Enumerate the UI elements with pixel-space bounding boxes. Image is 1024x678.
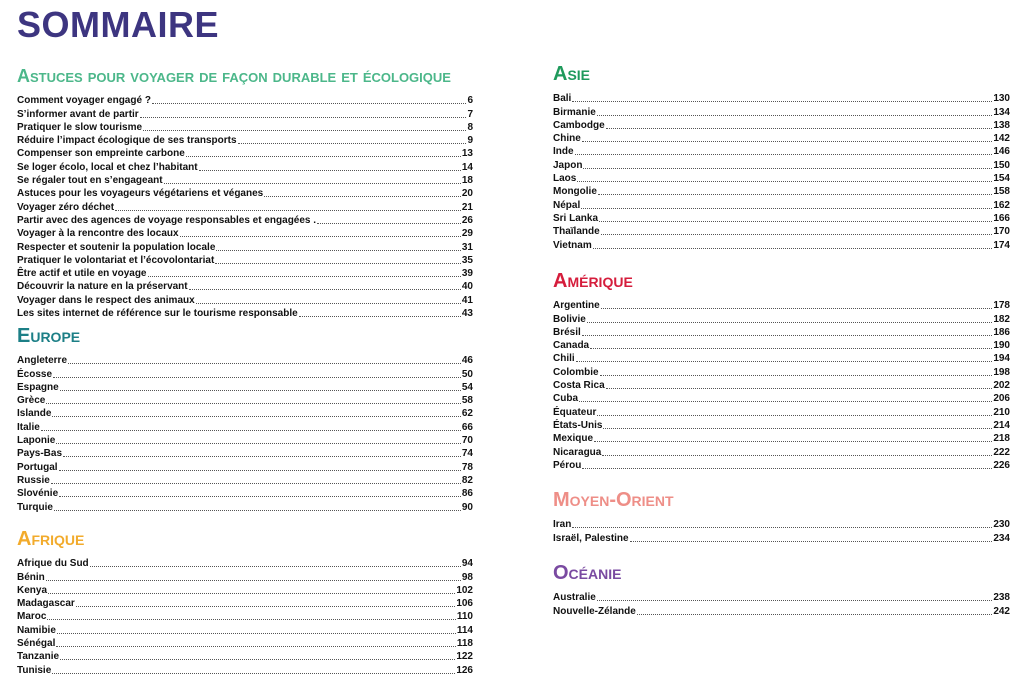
toc-entry-page: 39 [461, 268, 473, 280]
toc-entry[interactable] [17, 433, 473, 446]
toc-entry-page: 29 [461, 228, 473, 240]
toc-entry-page: 198 [993, 366, 1010, 378]
toc-entry[interactable] [553, 298, 1010, 311]
toc-entry[interactable] [553, 171, 1010, 184]
toc-entry-page: 114 [456, 624, 473, 636]
toc-entry[interactable] [553, 144, 1010, 157]
toc-entry-label: Népal [553, 199, 581, 211]
toc-entry-page: 138 [993, 119, 1010, 131]
toc-entry[interactable] [553, 458, 1010, 471]
toc-entry-label: Birmanie [553, 106, 596, 118]
dot-leader [599, 221, 992, 222]
toc-entry[interactable] [17, 419, 473, 432]
toc-entry-page: 46 [461, 355, 473, 367]
dot-leader [57, 633, 456, 634]
toc-entry-label: Équateur [553, 406, 597, 418]
toc-entry-page: 150 [993, 159, 1010, 171]
toc-entry-page: 94 [461, 558, 473, 570]
toc-entry[interactable] [17, 609, 473, 622]
toc-entry-label: Réduire l’impact écologique de ses transports [17, 135, 237, 147]
toc-entry[interactable] [17, 239, 473, 252]
toc-entry[interactable] [17, 120, 473, 133]
dot-leader [579, 401, 992, 402]
toc-entry-label: Pays-Bas [17, 448, 63, 460]
toc-entry-page: 54 [461, 381, 473, 393]
toc-entry-label: Respecter et soutenir la population locale [17, 241, 216, 253]
dot-leader [148, 276, 461, 277]
toc-entry-label: Voyager dans le respect des animaux [17, 294, 195, 306]
toc-entry[interactable] [17, 292, 473, 305]
toc-entry-label: Sri Lanka [553, 212, 599, 224]
toc-entry[interactable] [553, 184, 1010, 197]
toc-entry-label: Costa Rica [553, 380, 605, 392]
toc-entry[interactable] [17, 499, 473, 512]
toc-entry-page: 126 [456, 664, 473, 676]
toc-entry-page: 202 [993, 380, 1010, 392]
toc-entry-page: 8 [467, 121, 473, 133]
dot-leader [51, 483, 461, 484]
toc-entry-page: 218 [993, 433, 1010, 445]
dot-leader [238, 143, 467, 144]
toc-entry-page: 70 [461, 435, 473, 447]
toc-entry-label: Maroc [17, 611, 47, 623]
dot-leader [60, 659, 455, 660]
toc-entry-page: 82 [461, 474, 473, 486]
dot-leader [59, 470, 461, 471]
toc-entry-page: 122 [456, 651, 473, 663]
toc-entry[interactable] [17, 583, 473, 596]
toc-entry[interactable] [17, 622, 473, 635]
toc-entry-page: 62 [461, 408, 473, 420]
dot-leader [41, 430, 461, 431]
dot-leader [76, 606, 456, 607]
toc-entry-label: Bali [553, 93, 572, 105]
toc-entry[interactable] [17, 306, 473, 319]
toc-entry-label: Israël, Palestine [553, 532, 629, 544]
toc-entry-page: 110 [456, 611, 473, 623]
dot-leader [637, 614, 993, 615]
toc-entry-label: Partir avec des agences de voyage responsables et engagées . [17, 214, 317, 226]
toc-entry-page: 86 [461, 488, 473, 500]
toc-entry[interactable] [553, 378, 1010, 391]
toc-entry-label: Les sites internet de référence sur le tourisme responsable [17, 308, 298, 320]
toc-entry-label: Canada [553, 340, 590, 352]
dot-leader [575, 154, 993, 155]
toc-entry[interactable] [553, 364, 1010, 377]
toc-entry-label: Compenser son empreinte carbone [17, 148, 185, 160]
toc-entry-page: 66 [461, 421, 473, 433]
toc-entry[interactable] [553, 418, 1010, 431]
dot-leader [583, 168, 992, 169]
dot-leader [215, 263, 461, 264]
toc-entry[interactable] [553, 197, 1010, 210]
dot-leader [602, 455, 992, 456]
toc-entry[interactable] [17, 366, 473, 379]
dot-leader [317, 223, 461, 224]
dot-leader [582, 468, 992, 469]
toc-entry[interactable] [17, 173, 473, 186]
toc-entry-page: 214 [993, 419, 1010, 431]
toc-entry-page: 118 [456, 638, 473, 650]
toc-entry[interactable] [553, 351, 1010, 364]
dot-leader [90, 566, 461, 567]
dot-leader [186, 156, 461, 157]
toc-entry[interactable] [17, 159, 473, 172]
toc-entry-label: Se loger écolo, local et chez l’habitant [17, 161, 198, 173]
toc-entry-label: Cuba [553, 393, 578, 405]
toc-entry-page: 134 [993, 106, 1010, 118]
toc-entry-page: 26 [461, 214, 473, 226]
dot-leader [630, 541, 993, 542]
toc-entry-page: 90 [461, 501, 473, 513]
toc-entry-label: Sénégal [17, 638, 56, 650]
toc-entry-label: Thaïlande [553, 226, 600, 238]
dot-leader [587, 322, 993, 323]
dot-leader [598, 194, 992, 195]
toc-entry-label: Tanzanie [17, 651, 60, 663]
toc-entry[interactable] [553, 224, 1010, 237]
dot-leader [572, 527, 992, 528]
dot-leader [52, 416, 460, 417]
toc-entry-label: Islande [17, 408, 52, 420]
toc-entry[interactable] [553, 603, 1010, 616]
toc-entry-page: 166 [993, 212, 1010, 224]
toc-entry-label: Bolivie [553, 313, 586, 325]
toc-entry[interactable] [17, 393, 473, 406]
toc-entry[interactable] [17, 186, 473, 199]
dot-leader [572, 101, 992, 102]
toc-entry-label: États-Unis [553, 419, 603, 431]
dot-leader [46, 580, 461, 581]
toc-entry[interactable] [17, 226, 473, 239]
dot-leader [68, 363, 461, 364]
section-heading: Astuces pour voyager de façon durable et écologique [17, 66, 451, 86]
toc-entry[interactable] [17, 93, 473, 106]
toc-entry-page: 102 [456, 584, 473, 596]
toc-entry[interactable] [17, 556, 473, 569]
toc-entry-page: 31 [461, 241, 473, 253]
dot-leader [590, 348, 992, 349]
toc-entry-label: Chili [553, 353, 575, 365]
toc-entry-label: Pérou [553, 459, 582, 471]
dot-leader [597, 600, 993, 601]
toc-entry-page: 222 [993, 446, 1010, 458]
dot-leader [60, 390, 461, 391]
toc-entry[interactable] [553, 157, 1010, 170]
dot-leader [597, 415, 992, 416]
toc-entry[interactable] [17, 353, 473, 366]
section-asie [553, 62, 1010, 251]
toc-entry-page: 98 [461, 571, 473, 583]
toc-entry[interactable] [553, 530, 1010, 543]
toc-entry[interactable] [553, 517, 1010, 530]
dot-leader [140, 117, 467, 118]
dot-leader [593, 248, 993, 249]
dot-leader [46, 403, 461, 404]
toc-entry[interactable] [553, 237, 1010, 250]
toc-entry-label: Italie [17, 421, 40, 433]
toc-entry-page: 230 [993, 519, 1010, 531]
toc-entry-page: 41 [461, 294, 473, 306]
toc-entry[interactable] [17, 596, 473, 609]
toc-entry-label: Mexique [553, 433, 594, 445]
toc-entry-label: Écosse [17, 368, 53, 380]
dot-leader [603, 428, 992, 429]
section-heading: Océanie [553, 562, 622, 584]
dot-leader [164, 183, 461, 184]
toc-entry[interactable] [17, 146, 473, 159]
toc-entry-label: Inde [553, 146, 574, 158]
toc-entry-page: 158 [993, 186, 1010, 198]
toc-entry-label: Japon [553, 159, 583, 171]
section-heading: Asie [553, 63, 591, 85]
toc-entry[interactable] [553, 590, 1010, 603]
toc-entry-page: 238 [993, 592, 1010, 604]
toc-entry-label: Australie [553, 592, 596, 604]
toc-entry[interactable] [17, 446, 473, 459]
toc-entry-page: 40 [461, 281, 473, 293]
dot-leader [115, 210, 461, 211]
dot-leader [606, 388, 993, 389]
toc-entry-page: 234 [993, 532, 1010, 544]
dot-leader [63, 456, 461, 457]
section-astuces [17, 64, 473, 319]
dot-leader [576, 361, 993, 362]
toc-entry[interactable] [17, 569, 473, 582]
dot-leader [199, 170, 461, 171]
toc-entry[interactable] [17, 662, 473, 675]
toc-entry[interactable] [17, 473, 473, 486]
toc-entry-page: 210 [993, 406, 1010, 418]
dot-leader [594, 441, 992, 442]
toc-entry[interactable] [553, 118, 1010, 131]
toc-entry-page: 20 [461, 188, 473, 200]
section-oceanie [553, 561, 1010, 617]
toc-entry-page: 35 [461, 254, 473, 266]
toc-entry-label: Madagascar [17, 598, 75, 610]
dot-leader [56, 646, 456, 647]
toc-entry-page: 18 [461, 175, 473, 187]
toc-entry[interactable] [553, 104, 1010, 117]
toc-entry[interactable] [553, 431, 1010, 444]
dot-leader [143, 130, 466, 131]
toc-entry[interactable] [17, 266, 473, 279]
toc-entry-page: 58 [461, 395, 473, 407]
toc-entry-page: 170 [993, 226, 1010, 238]
dot-leader [180, 236, 461, 237]
toc-entry-page: 162 [993, 199, 1010, 211]
toc-entry-page: 182 [993, 313, 1010, 325]
toc-entry[interactable] [17, 133, 473, 146]
toc-entry[interactable] [17, 486, 473, 499]
toc-entry-page: 242 [993, 605, 1010, 617]
toc-entry-page: 178 [993, 300, 1010, 312]
toc-entry-page: 194 [993, 353, 1010, 365]
section-europe [17, 324, 473, 513]
toc-entry[interactable] [17, 253, 473, 266]
dot-leader [216, 250, 460, 251]
toc-entry-label: Namibie [17, 624, 56, 636]
toc-entry-label: Brésil [553, 326, 581, 338]
dot-leader [54, 510, 461, 511]
toc-entry[interactable] [553, 404, 1010, 417]
toc-entry[interactable] [17, 649, 473, 662]
toc-entry-label: Voyager à la rencontre des locaux [17, 228, 179, 240]
dot-leader [600, 375, 993, 376]
toc-entry[interactable] [17, 279, 473, 292]
toc-entry-page: 174 [993, 239, 1010, 251]
toc-entry-label: Se régaler tout en s’engageant [17, 175, 163, 187]
section-heading: Moyen-Orient [553, 489, 674, 511]
dot-leader [53, 377, 461, 378]
page-title: SOMMAIRE [17, 4, 219, 45]
toc-entry-label: Grèce [17, 395, 46, 407]
toc-entry[interactable] [17, 213, 473, 226]
toc-entry-label: Vietnam [553, 239, 592, 251]
toc-entry-label: Slovénie [17, 488, 59, 500]
dot-leader [47, 619, 455, 620]
toc-entry-label: Nicaragua [553, 446, 602, 458]
toc-entry-page: 206 [993, 393, 1010, 405]
dot-leader [52, 673, 455, 674]
toc-entry-label: Voyager zéro déchet [17, 201, 115, 213]
toc-entry[interactable] [553, 211, 1010, 224]
toc-entry-page: 146 [993, 146, 1010, 158]
toc-entry-label: Mongolie [553, 186, 597, 198]
toc-entry[interactable] [17, 380, 473, 393]
toc-entry[interactable] [553, 91, 1010, 104]
toc-entry-label: Turquie [17, 501, 53, 513]
toc-entry-label: S’informer avant de partir [17, 108, 139, 120]
toc-entry-page: 186 [993, 326, 1010, 338]
toc-entry[interactable] [553, 444, 1010, 457]
toc-entry-page: 130 [993, 93, 1010, 105]
toc-entry-page: 6 [467, 95, 473, 107]
toc-entry-page: 74 [461, 448, 473, 460]
toc-entry-label: Argentine [553, 300, 600, 312]
section-amerique [553, 269, 1010, 471]
dot-leader [582, 335, 993, 336]
dot-leader [59, 496, 461, 497]
toc-entry-label: Être actif et utile en voyage [17, 268, 147, 280]
toc-entry-page: 190 [993, 340, 1010, 352]
toc-entry-label: Chine [553, 133, 581, 145]
section-moyen-orient [553, 488, 1010, 544]
dot-leader [606, 128, 993, 129]
toc-entry-label: Laos [553, 173, 577, 185]
toc-entry-page: 7 [467, 108, 473, 120]
toc-entry-page: 226 [993, 459, 1010, 471]
toc-entry[interactable] [553, 325, 1010, 338]
toc-entry-page: 14 [461, 161, 473, 173]
section-heading: Amérique [553, 270, 633, 292]
section-heading: Afrique [17, 528, 85, 550]
toc-entry-label: Espagne [17, 381, 59, 393]
toc-entry[interactable] [553, 338, 1010, 351]
toc-entry-page: 13 [461, 148, 473, 160]
toc-entry-label: Russie [17, 474, 50, 486]
dot-leader [264, 196, 461, 197]
dot-leader [581, 208, 992, 209]
section-afrique [17, 527, 473, 676]
dot-leader [597, 115, 993, 116]
toc-entry-label: Colombie [553, 366, 599, 378]
dot-leader [601, 234, 993, 235]
toc-entry-label: Cambodge [553, 119, 605, 131]
dot-leader [56, 443, 461, 444]
toc-entry[interactable] [17, 199, 473, 212]
toc-entry-page: 154 [993, 173, 1010, 185]
toc-entry[interactable] [553, 311, 1010, 324]
toc-entry-page: 9 [467, 135, 473, 147]
toc-entry-label: Angleterre [17, 355, 68, 367]
toc-entry-label: Découvrir la nature en la préservant [17, 281, 188, 293]
toc-entry-page: 78 [461, 461, 473, 473]
toc-entry-label: Comment voyager engagé ? [17, 95, 151, 107]
toc-entry-label: Kenya [17, 584, 48, 596]
dot-leader [196, 303, 461, 304]
dot-leader [577, 181, 992, 182]
dot-leader [601, 308, 993, 309]
toc-entry[interactable] [553, 391, 1010, 404]
toc-entry-label: Portugal [17, 461, 58, 473]
dot-leader [189, 289, 461, 290]
section-heading: Europe [17, 325, 81, 347]
dot-leader [299, 316, 461, 317]
dot-leader [152, 103, 467, 104]
toc-entry-page: 21 [461, 201, 473, 213]
toc-entry[interactable] [17, 106, 473, 119]
toc-entry-page: 142 [993, 133, 1010, 145]
toc-entry-label: Astuces pour les voyageurs végétariens et véganes [17, 188, 264, 200]
toc-entry[interactable] [17, 406, 473, 419]
toc-entry-label: Bénin [17, 571, 45, 583]
toc-entry-label: Nouvelle-Zélande [553, 605, 636, 617]
toc-entry-label: Iran [553, 519, 572, 531]
dot-leader [582, 141, 993, 142]
toc-entry-label: Tunisie [17, 664, 52, 676]
toc-entry[interactable] [17, 636, 473, 649]
toc-entry[interactable] [553, 131, 1010, 144]
toc-entry-page: 43 [461, 308, 473, 320]
toc-entry-label: Pratiquer le slow tourisme [17, 121, 143, 133]
toc-entry-page: 106 [456, 598, 473, 610]
toc-entry-label: Pratiquer le volontariat et l’écovolontariat [17, 254, 215, 266]
toc-entry-page: 50 [461, 368, 473, 380]
dot-leader [48, 593, 455, 594]
toc-entry-label: Laponie [17, 435, 56, 447]
toc-entry[interactable] [17, 459, 473, 472]
toc-entry-label: Afrique du Sud [17, 558, 89, 570]
